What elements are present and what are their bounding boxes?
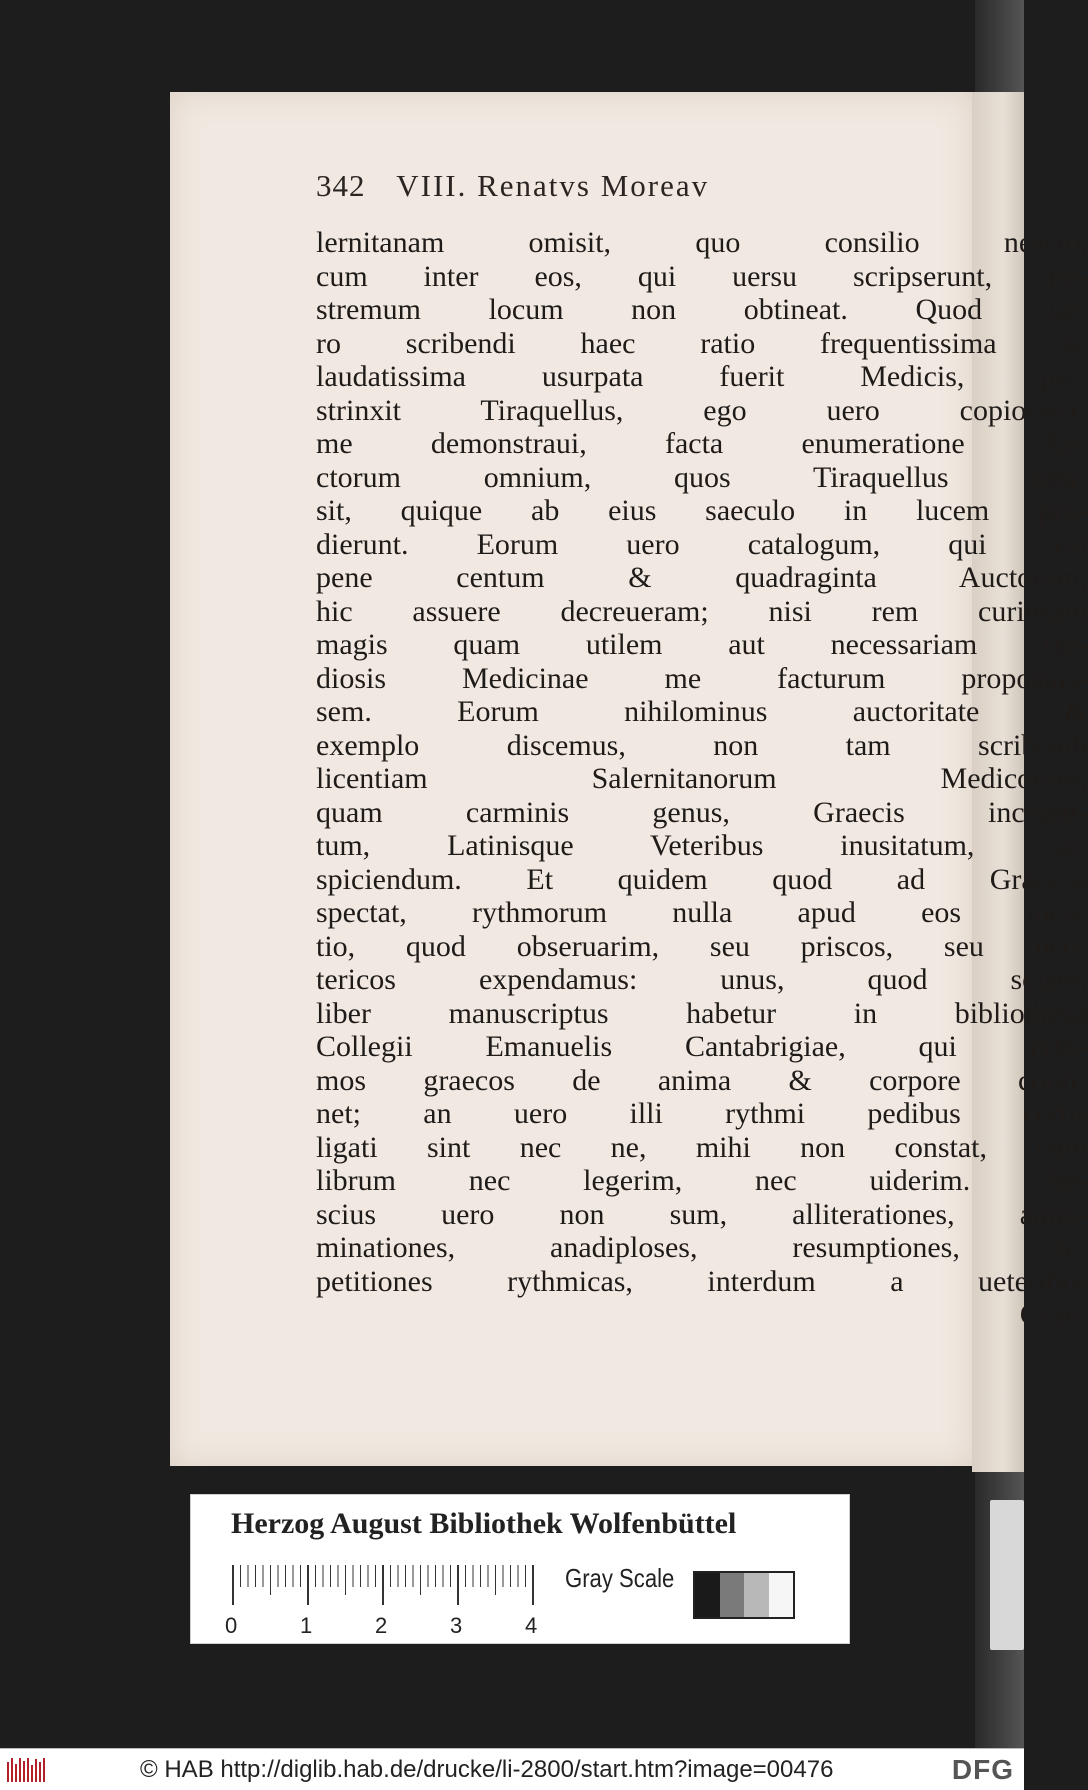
gray-swatch	[695, 1573, 720, 1617]
text-line: minationes, anadiploses, resumptiones, re-	[316, 1231, 1088, 1264]
text-line: magis quam utilem aut necessariam stu-	[316, 628, 1088, 661]
header-title: VIII. Renatvs Moreav	[396, 168, 710, 203]
text-line: petitiones rythmicas, interdum a ueteribus	[316, 1264, 1088, 1298]
text-line: lernitanam omisit, quo consilio nescio,	[316, 226, 1088, 259]
body-text	[316, 226, 1088, 1332]
hab-barcode-logo-icon	[6, 1756, 46, 1784]
text-line: licentiam Salernitanorum Medicorum,	[316, 762, 1088, 795]
ruler-scale	[225, 1613, 545, 1639]
gray-scale-label: Gray Scale	[565, 1563, 675, 1593]
text-line: stremum locum non obtineat. Quod ue-	[316, 293, 1088, 326]
text-line: mos graecos de anima & corpore conti-	[316, 1063, 1088, 1097]
text-line: diosis Medicinae me facturum proposuis-	[316, 661, 1088, 695]
text-line: Collegii Emanuelis Cantabrigiae, qui ryth-	[316, 1030, 1088, 1063]
text-line: net; an uero illi rythmi pedibus certis	[316, 1097, 1088, 1130]
text-line: tio, quod obseruarim, seu priscos, seu neo-	[316, 929, 1088, 963]
ruler-number: 3	[450, 1613, 463, 1638]
text-line: ligati sint nec ne, mihi non constat, cum	[316, 1130, 1088, 1164]
gray-scale-swatches	[693, 1571, 795, 1619]
running-header	[316, 168, 786, 204]
text-line: pene centum & quadraginta Auctorum,	[316, 561, 1088, 594]
ruler-number: 4	[525, 1613, 538, 1638]
ruler-number: 1	[300, 1613, 313, 1638]
text-line: me demonstraui, facta enumeratione Au-	[316, 427, 1088, 460]
text-line: spectat, rythmorum nulla apud eos men-	[316, 896, 1088, 929]
text-line: ro scribendi haec ratio frequentissima ac	[316, 326, 1088, 360]
text-line: librum nec legerim, nec uiderim. Ne-	[316, 1164, 1088, 1197]
text-line: cum inter eos, qui uersu scripserunt, po-	[316, 259, 1088, 293]
text-line: dierunt. Eorum uero catalogum, qui est	[316, 527, 1088, 561]
text-line: spiciendum. Et quidem quod ad Graecos	[316, 862, 1088, 896]
text-line: tum, Latinisque Veteribus inusitatum, su-	[316, 829, 1088, 862]
text-line: Grae-	[1019, 1298, 1088, 1331]
text-line: hic assuere decreueram; nisi rem curiosam	[316, 594, 1088, 628]
dfg-logo: DFG	[951, 1754, 1014, 1785]
text-line: laudatissima usurpata fuerit Medicis, per-	[316, 360, 1088, 393]
page-number: 342	[316, 168, 366, 203]
ruler-number: 2	[375, 1613, 388, 1638]
text-line: scius uero non sum, alliterationes, anno-	[316, 1197, 1088, 1231]
text-line: liber manuscriptus habetur in bibliotheca	[316, 996, 1088, 1030]
book-page	[170, 92, 1088, 1466]
gray-swatch	[769, 1573, 794, 1617]
text-line: tericos expendamus: unus, quod sciam,	[316, 963, 1088, 996]
card-title: Herzog August Bibliothek Wolfenbüttel	[231, 1507, 737, 1540]
text-line: quam carminis genus, Graecis incogni-	[316, 795, 1088, 829]
gray-swatch	[744, 1573, 769, 1617]
ruler-icon	[231, 1563, 541, 1605]
text-line: strinxit Tiraquellus, ego uero copiosissi-	[316, 393, 1088, 427]
footer-bar	[0, 1748, 1024, 1790]
text-line: exemplo discemus, non tam scribendi	[316, 728, 1088, 762]
footer-copyright-link[interactable]: © HAB http://diglib.hab.de/drucke/li-2800/start.htm?image=00476	[140, 1756, 834, 1783]
text-line: ctorum omnium, quos Tiraquellus omi-	[316, 460, 1088, 494]
text-line: sit, quique ab eius saeculo in lucem pro-	[316, 494, 1088, 527]
edge-label	[990, 1500, 1024, 1650]
color-reference-card	[190, 1494, 850, 1644]
gray-swatch	[720, 1573, 745, 1617]
text-line: sem. Eorum nihilominus auctoritate &	[316, 695, 1088, 728]
ruler-number: 0	[225, 1613, 238, 1638]
